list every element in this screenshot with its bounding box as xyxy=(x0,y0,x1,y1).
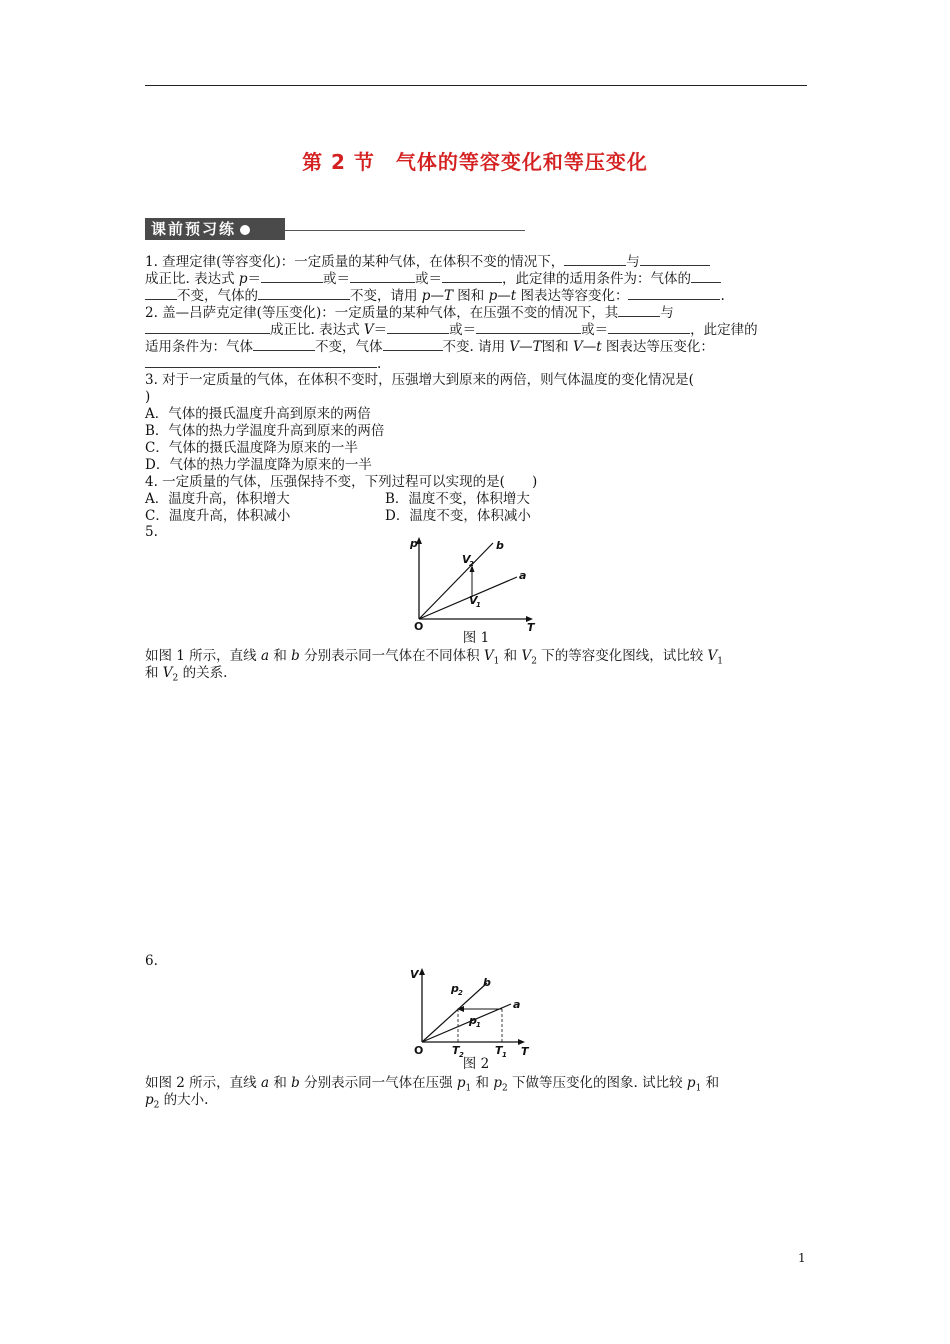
q2-text: — xyxy=(582,339,597,355)
q5-text: 的关系. xyxy=(178,665,228,681)
blank xyxy=(145,287,177,300)
q2-text: 与 xyxy=(660,305,674,321)
q5-number: 5. xyxy=(145,524,158,540)
q5-text: 分别表示同一气体在不同体积 xyxy=(299,648,484,664)
symbol: V xyxy=(483,648,494,664)
q6-text: 和 xyxy=(471,1075,494,1091)
q2-text: 适用条件为：气体 xyxy=(145,339,253,355)
v2-subscript: 2 xyxy=(469,560,474,568)
q1-line-3 xyxy=(145,287,807,305)
section-tag-label: 课前预习练 xyxy=(151,220,237,238)
q5-text: 如图 1 所示，直线 xyxy=(145,648,261,664)
figure-1 xyxy=(405,535,545,631)
page-title: 第 2 节 气体的等容变化和等压变化 xyxy=(302,150,648,174)
symbol: p xyxy=(493,1075,503,1091)
y-axis-label: V xyxy=(410,968,419,981)
q1-text: 1. 查理定律(等容变化)：一定质量的某种气体，在体积不变的情况下， xyxy=(145,254,565,270)
q3-option-d[interactable]: D．气体的热力学温度降为原来的一半 xyxy=(145,457,372,473)
q1-text: 成正比. 表达式 xyxy=(145,271,239,287)
q6-text: 的大小. xyxy=(159,1092,209,1108)
symbol: b xyxy=(291,1075,300,1091)
q1-text: 或＝ xyxy=(323,271,351,287)
q5-text: 和 xyxy=(145,665,163,681)
blank xyxy=(640,253,710,266)
q5-text: 和 xyxy=(499,648,522,664)
p1-subscript: 1 xyxy=(476,1021,481,1029)
figure-1-caption: 图 1 xyxy=(462,630,490,646)
line-b-label: b xyxy=(483,976,491,989)
blank xyxy=(608,321,690,334)
blank xyxy=(691,270,721,283)
q4-stem: 4. 一定质量的气体，压强保持不变，下列过程可以实现的是( ) xyxy=(145,474,538,490)
blank xyxy=(618,304,660,317)
q1-text: — xyxy=(497,288,511,304)
origin-label: O xyxy=(414,620,424,631)
v1-subscript: 1 xyxy=(476,601,481,609)
blank xyxy=(628,287,720,300)
origin-label: O xyxy=(414,1044,424,1057)
v2-label: V xyxy=(462,553,471,566)
q4-option-d[interactable]: D．温度不变，体积减小 xyxy=(385,508,531,524)
q2-line-2 xyxy=(145,321,807,339)
subscript: 1 xyxy=(717,656,724,667)
symbol: t xyxy=(510,288,517,304)
subscript: 1 xyxy=(465,1083,472,1094)
blank xyxy=(476,321,581,334)
q4-option-b[interactable]: B．温度不变，体积增大 xyxy=(385,491,530,507)
symbol: V xyxy=(162,665,173,681)
line-a-label: a xyxy=(519,569,527,582)
symbol: V xyxy=(509,339,520,355)
blank xyxy=(145,355,377,368)
blank xyxy=(442,270,502,283)
q6-text: 分别表示同一气体在压强 xyxy=(299,1075,457,1091)
q1-text: 与 xyxy=(626,254,640,270)
q2-text: 不变. 请用 xyxy=(442,339,510,355)
q5-text: 下的等容变化图线，试比较 xyxy=(536,648,708,664)
p2-subscript: 2 xyxy=(458,989,463,997)
q2-text: ，此定律的 xyxy=(690,322,758,338)
q5-text-line-2 xyxy=(145,665,807,688)
subscript: 2 xyxy=(531,656,537,667)
line-b xyxy=(419,543,493,619)
blank xyxy=(145,321,270,334)
q2-text: ＝ xyxy=(373,322,388,338)
q1-text: 图和 xyxy=(452,288,489,304)
t1-label: T xyxy=(495,1044,503,1057)
line-a xyxy=(422,1004,511,1042)
page-number: 1 xyxy=(798,1251,806,1265)
p1-label: p xyxy=(469,1014,477,1027)
subscript: 2 xyxy=(502,1083,508,1094)
q3-option-a[interactable]: A．气体的摄氏温度升高到原来的两倍 xyxy=(145,406,371,422)
q1-text: . xyxy=(720,288,725,304)
q6-text-line-2 xyxy=(145,1092,807,1115)
q2-text: 或＝ xyxy=(449,322,477,338)
section-rule xyxy=(285,230,525,231)
symbol: T xyxy=(532,339,542,355)
symbol: a xyxy=(260,648,270,664)
q1-line-1 xyxy=(145,253,807,271)
q1-text: 图表达等容变化： xyxy=(516,288,629,304)
blank xyxy=(564,253,626,266)
q2-text: 2. 盖—吕萨克定律(等压变化)：一定质量的某种气体，在压强不变的情况下，其 xyxy=(145,305,619,321)
q2-line-1 xyxy=(145,304,807,322)
blank xyxy=(258,287,350,300)
symbol: V xyxy=(707,648,718,664)
q4-option-a[interactable]: A．温度升高，体积增大 xyxy=(145,491,290,507)
y-axis-arrow-icon xyxy=(419,968,425,975)
symbol: t xyxy=(596,339,602,355)
x-axis-label: T xyxy=(527,621,535,631)
symbol: p xyxy=(488,288,498,304)
q2-text: . xyxy=(377,356,382,372)
header-rule xyxy=(145,85,807,86)
blank xyxy=(253,338,315,351)
symbol-p: p xyxy=(238,271,248,287)
q4-option-c[interactable]: C．温度升高，体积减小 xyxy=(145,508,291,524)
q1-text: ，此定律的适用条件为：气体的 xyxy=(502,271,692,287)
q2-text: 成正比. 表达式 xyxy=(270,322,364,338)
q6-text: 下做等压变化的图象. 试比较 xyxy=(507,1075,687,1091)
q2-text: — xyxy=(519,339,533,355)
q5-text: 和 xyxy=(269,648,292,664)
symbol: p xyxy=(145,1092,154,1108)
y-axis-label: p xyxy=(410,537,418,550)
x-axis-label: T xyxy=(521,1045,529,1058)
q4-row-2 xyxy=(145,508,807,525)
section-tag xyxy=(145,218,285,240)
q6-text: 和 xyxy=(701,1075,720,1091)
blank xyxy=(261,270,323,283)
q2-text: 图表达等压变化： xyxy=(601,339,714,355)
q2-text: 或＝ xyxy=(581,322,609,338)
subscript: 1 xyxy=(493,656,500,667)
q1-line-2 xyxy=(145,270,807,288)
q6-number: 6. xyxy=(145,953,158,969)
symbol-v: V xyxy=(363,322,374,338)
q4-row-1 xyxy=(145,491,807,508)
t2-label: T xyxy=(452,1044,460,1057)
line-b-label: b xyxy=(496,539,504,552)
symbol: V xyxy=(521,648,532,664)
t2-subscript: 2 xyxy=(459,1051,464,1058)
q2-line-4 xyxy=(145,355,807,373)
q2-text: 图和 xyxy=(541,339,573,355)
tag-dot-icon xyxy=(240,225,250,235)
symbol: p xyxy=(456,1075,466,1091)
subscript: 2 xyxy=(153,1100,160,1111)
symbol: a xyxy=(260,1075,270,1091)
q6-text: 和 xyxy=(269,1075,292,1091)
symbol: b xyxy=(291,648,300,664)
symbol: V xyxy=(572,339,583,355)
symbol: T xyxy=(443,288,453,304)
q2-line-3 xyxy=(145,338,807,356)
q3-stem-close: ) xyxy=(145,389,151,405)
blank xyxy=(350,270,415,283)
figure-2-caption: 图 2 xyxy=(462,1056,490,1072)
q1-text: 不变，请用 xyxy=(350,288,422,304)
q3-option-b[interactable]: B．气体的热力学温度升高到原来的两倍 xyxy=(145,423,385,439)
symbol: p xyxy=(686,1075,696,1091)
q1-text: 不变，气体的 xyxy=(177,288,258,304)
q3-option-c[interactable]: C．气体的摄氏温度降为原来的一半 xyxy=(145,440,358,456)
q1-text: — xyxy=(430,288,444,304)
blank xyxy=(383,338,443,351)
subscript: 2 xyxy=(172,673,179,684)
v1-label: V xyxy=(469,594,478,607)
q1-text: ＝ xyxy=(247,271,262,287)
t1-subscript: 1 xyxy=(502,1051,507,1058)
symbol: p xyxy=(421,288,431,304)
q6-text: 如图 2 所示，直线 xyxy=(145,1075,261,1091)
p2-label: p xyxy=(451,982,459,995)
q2-text: 不变，气体 xyxy=(315,339,383,355)
blank xyxy=(387,321,449,334)
figure-2 xyxy=(405,966,535,1058)
line-a-label: a xyxy=(513,998,521,1011)
q1-text: 或＝ xyxy=(415,271,443,287)
q3-stem: 3. 对于一定质量的气体，在体积不变时，压强增大到原来的两倍，则气体温度的变化情况是( xyxy=(145,372,694,388)
subscript: 1 xyxy=(695,1083,702,1094)
line-a xyxy=(419,577,517,619)
